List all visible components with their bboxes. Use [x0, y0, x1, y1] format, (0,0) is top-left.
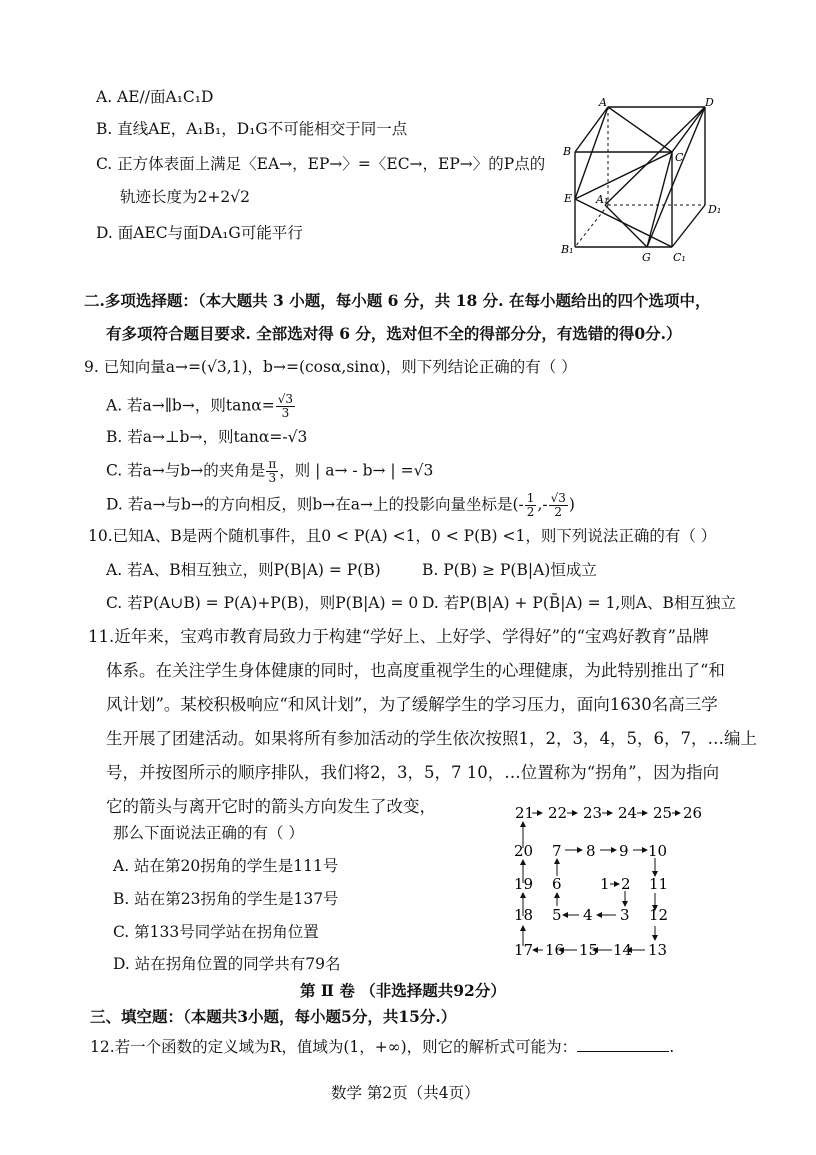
- q9-a-text: A. 若a→∥b→，则tanα=: [106, 396, 275, 415]
- spiral-num-26: 26: [683, 804, 703, 822]
- cube-label-c: C: [675, 151, 684, 164]
- cube-figure: [555, 95, 735, 275]
- spiral-num-17: 17: [514, 941, 534, 959]
- q11-line6: 它的箭头与离开它时的箭头方向发生了改变，: [106, 797, 436, 816]
- q9-a-fraction: [276, 393, 295, 420]
- q11-line3: 风计划”。某校积极响应“和风计划”，为了缓解学生的学习压力，面向1630名高三学: [106, 695, 718, 714]
- cube-label-d1: D₁: [708, 203, 722, 216]
- cube-label-c1: C₁: [673, 251, 686, 264]
- spiral-num-2: 2: [621, 875, 631, 893]
- spiral-num-5: 5: [552, 906, 562, 924]
- q9-c-fraction: [266, 458, 278, 485]
- q11-line5: 号，并按图所示的顺序排队，我们将2，3，5，7 10，…位置称为“拐角”，因为指向: [106, 763, 720, 782]
- cube-label-b: B: [563, 145, 572, 158]
- spiral-num-19: 19: [514, 875, 534, 893]
- spiral-num-1: 1: [600, 875, 610, 893]
- q9-c-denominator: 3: [268, 471, 277, 485]
- q11-line7: 那么下面说法正确的有（ ）: [113, 824, 304, 842]
- q9-d-f1-denominator: 2: [526, 505, 535, 519]
- q9-option-d: [106, 492, 575, 519]
- cube-label-g: G: [642, 251, 651, 264]
- cube-label-e: E: [564, 192, 573, 205]
- spiral-num-22: 22: [548, 804, 568, 822]
- q8-option-d: D. 面AEC与面DA₁G可能平行: [96, 224, 303, 242]
- page-footer: 数学 第2页（共4页）: [331, 1084, 480, 1102]
- q11-line2: 体系。在关注学生身体健康的同时，也高度重视学生的心理健康，为此特别推出了“和: [106, 661, 725, 680]
- q10-option-a: A. 若A、B相互独立，则P(B|A) = P(B): [106, 561, 381, 579]
- q9-d-mid: ,-: [537, 495, 548, 514]
- q9-option-c: [106, 458, 433, 485]
- q11-option-b: B. 站在第23拐角的学生是137号: [113, 890, 339, 908]
- q9-d-f2-numerator: √3: [550, 491, 566, 505]
- q8-option-b: B. 直线AE，A₁B₁，D₁G不可能相交于同一点: [96, 120, 408, 138]
- q12-text: 12.若一个函数的定义域为R，值域为(1，+∞)，则它的解析式可能为：: [90, 1038, 578, 1056]
- q10-option-d: D. 若P(B|A) + P(B̄|A) = 1,则A、B相互独立: [422, 594, 736, 612]
- q11-line1: 11.近年来，宝鸡市教育局致力于构建“学好上、上好学、学得好”的“宝鸡好教育”品牌: [88, 627, 709, 646]
- spiral-num-25: 25: [653, 804, 673, 822]
- spiral-num-20: 20: [514, 842, 534, 860]
- spiral-num-15: 15: [579, 941, 599, 959]
- q11-option-a: A. 站在第20拐角的学生是111号: [113, 857, 339, 875]
- spiral-num-7: 7: [552, 842, 562, 860]
- spiral-num-13: 13: [648, 941, 668, 959]
- spiral-num-23: 23: [583, 804, 603, 822]
- q12-stem: 12.若一个函数的定义域为R，值域为(1，+∞)，则它的解析式可能为： .: [90, 1038, 675, 1056]
- q9-c-text: C. 若a→与b→的夹角是: [106, 461, 266, 480]
- cube-label-a1: A₁: [596, 193, 609, 206]
- q11-option-c: C. 第133号同学站在拐角位置: [113, 923, 319, 941]
- q9-d-text: D. 若a→与b→的方向相反，则b→在a→上的投影向量坐标是(-: [106, 495, 524, 514]
- part2-title: 第 Ⅱ 卷 （非选择题共92分）: [300, 981, 506, 1000]
- q9-stem: 9. 已知向量a→=(√3,1)，b→=(cosα,sinα)，则下列结论正确的有（ ）: [84, 358, 577, 376]
- q9-d-fraction2: [549, 492, 568, 519]
- q8-option-c-line1: C. 正方体表面上满足〈EA→，EP→〉=〈EC→，EP→〉的P点的: [96, 155, 546, 173]
- q9-d-f2-denominator: 2: [554, 505, 563, 519]
- spiral-queue-figure: [505, 798, 705, 966]
- q12-answer-blank: [577, 1036, 669, 1052]
- section2-heading-line2: 有多项符合题目要求. 全部选对得 6 分，选对但不全的得部分分，有选错的得0分.）: [106, 324, 682, 343]
- q9-c-text-post: ，则 | a→ - b→ | =√3: [279, 461, 434, 480]
- spiral-num-18: 18: [514, 906, 534, 924]
- q9-a-numerator: √3: [277, 392, 294, 406]
- cube-label-b1: B₁: [561, 243, 574, 256]
- spiral-num-14: 14: [613, 941, 633, 959]
- q11-option-d: D. 站在拐角位置的同学共有79名: [113, 955, 341, 973]
- cube-label-d: D: [705, 96, 714, 109]
- spiral-num-9: 9: [619, 842, 629, 860]
- q10-option-c: C. 若P(A∪B) = P(A)+P(B)，则P(B|A) = 0: [106, 594, 419, 612]
- q10-stem: 10.已知A、B是两个随机事件，且0 < P(A) <1，0 < P(B) <1，则下列说法正确的有（ ）: [88, 527, 717, 545]
- section2-heading-line1: 二.多项选择题：（本大题共 3 小题，每小题 6 分，共 18 分. 在每小题给出的四个选项中，: [84, 291, 711, 310]
- spiral-num-6: 6: [552, 875, 562, 893]
- spiral-num-12: 12: [649, 906, 669, 924]
- q9-c-numerator: π: [268, 457, 277, 471]
- spiral-num-11: 11: [649, 875, 669, 893]
- spiral-num-8: 8: [586, 842, 596, 860]
- q9-d-fraction1: [525, 492, 537, 519]
- section3-heading: 三、填空题：（本题共3小题，每小题5分，共15分.）: [90, 1007, 457, 1026]
- q8-option-c-line2: 轨迹长度为2+2√2: [120, 188, 250, 206]
- q9-a-denominator: 3: [281, 406, 290, 420]
- spiral-num-10: 10: [648, 842, 668, 860]
- spiral-num-3: 3: [620, 906, 630, 924]
- q9-d-f1-numerator: 1: [526, 491, 535, 505]
- q9-option-b: B. 若a→⊥b→，则tanα=-√3: [106, 428, 308, 446]
- spiral-num-16: 16: [545, 941, 565, 959]
- spiral-num-21: 21: [515, 804, 535, 822]
- spiral-num-24: 24: [618, 804, 638, 822]
- q10-option-b: B. P(B) ≥ P(B|A)恒成立: [422, 561, 597, 579]
- q11-line4: 生开展了团建活动。如果将所有参加活动的学生依次按照1，2，3，4，5，6，7，…编上: [106, 729, 757, 748]
- q8-option-a: A. AE//面A₁C₁D: [96, 88, 214, 106]
- q9-option-a: [106, 393, 296, 420]
- spiral-num-4: 4: [583, 906, 593, 924]
- cube-label-a: A: [599, 96, 607, 109]
- q9-d-text-post: ): [568, 495, 575, 514]
